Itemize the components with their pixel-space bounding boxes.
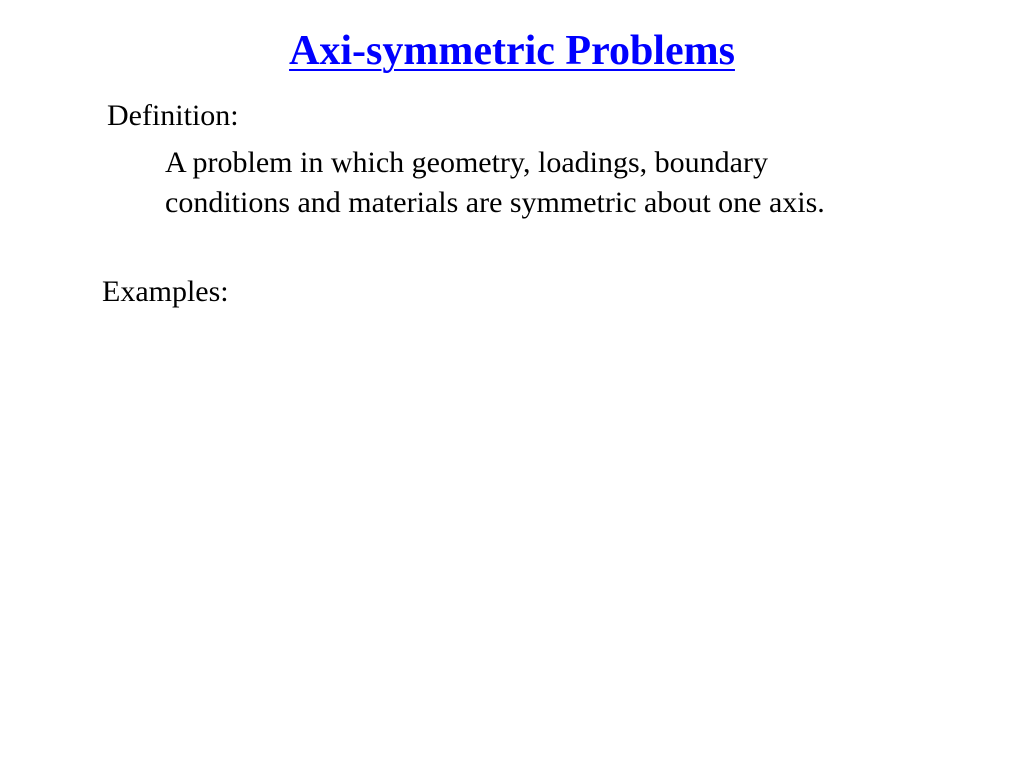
definition-line-2: conditions and materials are symmetric about one axis. bbox=[165, 186, 825, 219]
examples-label: Examples: bbox=[102, 275, 229, 308]
slide-title: Axi-symmetric Problems bbox=[289, 28, 735, 74]
definition-line-1: A problem in which geometry, loadings, boundary bbox=[165, 146, 768, 179]
definition-text bbox=[165, 143, 985, 223]
definition-label: Definition: bbox=[107, 99, 239, 132]
